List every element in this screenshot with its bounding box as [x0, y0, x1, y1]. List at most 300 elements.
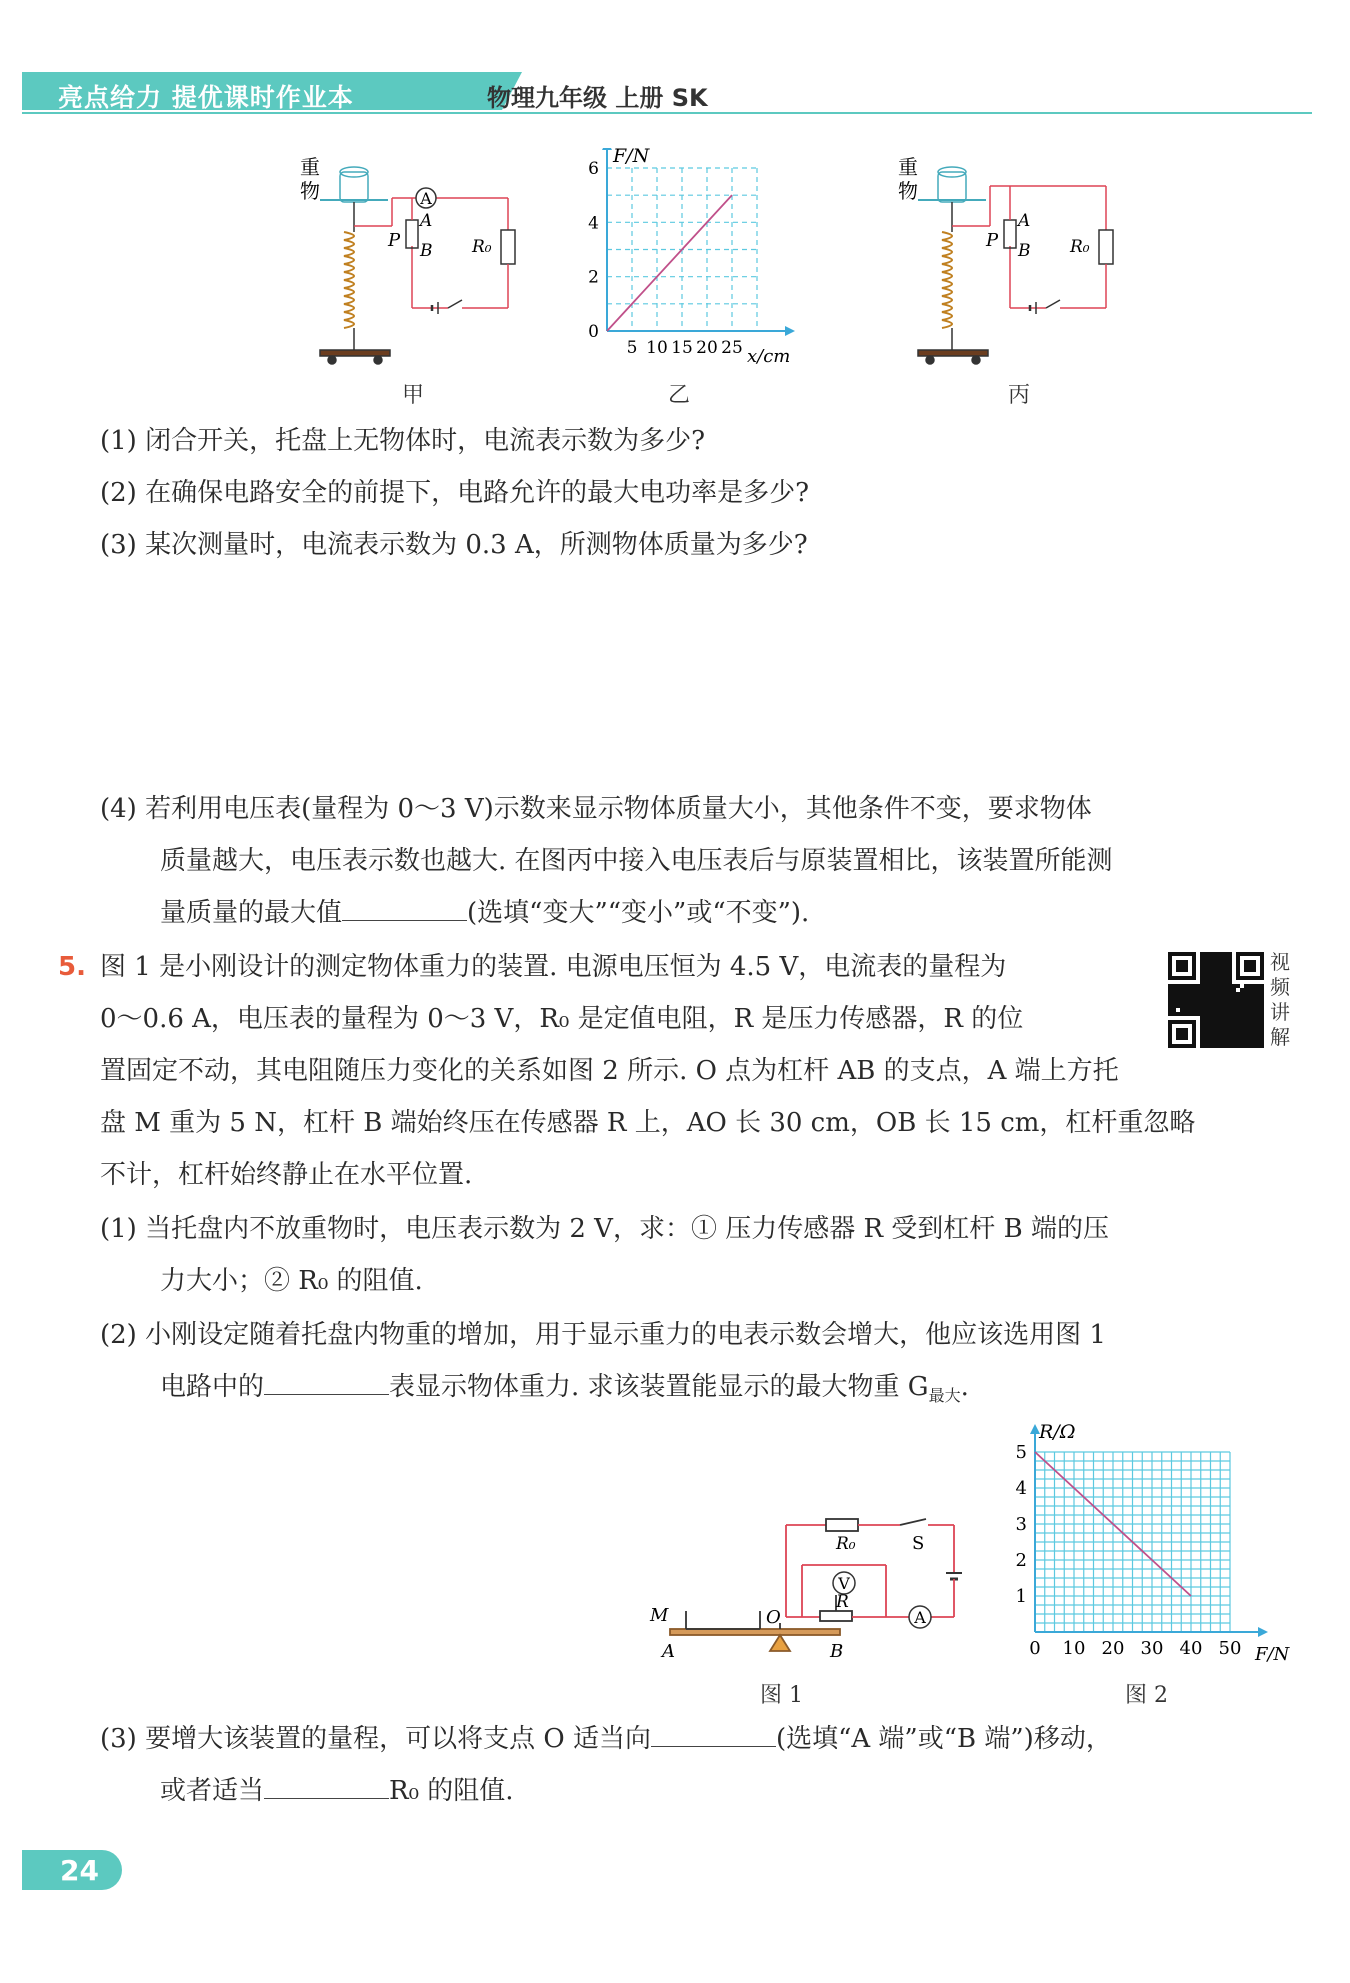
qr-module	[1196, 992, 1200, 996]
q4-sub3: (3) 某次测量时，电流表示数为 0.3 A，所测物体质量为多少?	[100, 530, 808, 560]
qr-module	[1228, 976, 1232, 980]
qr-module	[1228, 1016, 1232, 1020]
qr-module	[1204, 1012, 1208, 1016]
qr-module	[1176, 1000, 1180, 1004]
qr-module	[1212, 968, 1216, 972]
qr-module	[1220, 1028, 1224, 1032]
qr-module	[1232, 1028, 1236, 1032]
y-tick-label: 3	[1015, 1514, 1027, 1535]
qr-module	[1244, 1024, 1248, 1028]
qr-module	[1252, 1000, 1256, 1004]
qr-module	[1240, 1000, 1244, 1004]
qr-module	[1256, 1008, 1260, 1012]
qr-code-icon[interactable]	[1168, 952, 1264, 1048]
qr-module	[1204, 1044, 1208, 1048]
caption-fig1: 图 1	[760, 1683, 803, 1708]
qr-module	[1240, 1024, 1244, 1028]
qr-module	[1260, 1040, 1264, 1044]
qr-module	[1196, 988, 1200, 992]
qr-module	[1200, 1012, 1204, 1016]
qr-module	[1256, 1012, 1260, 1016]
qr-module	[1224, 1008, 1228, 1012]
qr-module	[1180, 984, 1184, 988]
qr-module	[1220, 1008, 1224, 1012]
qr-label	[1270, 950, 1296, 1050]
qr-module	[1248, 1000, 1252, 1004]
qr-module	[1240, 1004, 1244, 1008]
qr-module	[1200, 1032, 1204, 1036]
q5-sub2-line1: (2) 小刚设定随着托盘内物重的增加，用于显示重力的电表示数会增大，他应该选用图 1	[100, 1320, 1106, 1350]
qr-module	[1248, 1032, 1252, 1036]
qr-module	[1176, 992, 1180, 996]
qr-module	[1200, 960, 1204, 964]
qr-module	[1220, 968, 1224, 972]
qr-module	[1240, 996, 1244, 1000]
qr-module	[1192, 988, 1196, 992]
qr-module	[1244, 1008, 1248, 1012]
qr-module	[1240, 1032, 1244, 1036]
q5-line2: 0～0.6 A，电压表的量程为 0～3 V，R₀ 是定值电阻，R 是压力传感器，R 的位	[100, 1004, 1024, 1034]
qr-module	[1216, 1032, 1220, 1036]
qr-module	[1244, 1020, 1248, 1024]
qr-module	[1212, 1044, 1216, 1048]
qr-module	[1208, 992, 1212, 996]
qr-module	[1208, 960, 1212, 964]
qr-module	[1204, 968, 1208, 972]
qr-module	[1168, 1004, 1172, 1008]
y-tick-label: 0	[588, 322, 599, 342]
caption-yi: 乙	[668, 383, 691, 408]
x-tick-label: 20	[696, 338, 718, 358]
x-tick-label: 30	[1140, 1638, 1164, 1659]
qr-module	[1252, 1016, 1256, 1020]
qr-module	[1200, 988, 1204, 992]
qr-module	[1196, 1000, 1200, 1004]
qr-module	[1204, 996, 1208, 1000]
qr-module	[1232, 1044, 1236, 1048]
qr-module	[1216, 972, 1220, 976]
q5-sub3-text-c: 或者适当	[160, 1776, 265, 1806]
y-tick-label: 2	[1015, 1550, 1027, 1571]
qr-module	[1248, 1036, 1252, 1040]
qr-module	[1200, 964, 1204, 968]
o-label: O	[766, 1607, 781, 1628]
qr-module	[1244, 1028, 1248, 1032]
qr-module	[1216, 956, 1220, 960]
qr-module	[1232, 1020, 1236, 1024]
qr-module	[1244, 1012, 1248, 1016]
qr-module	[1256, 984, 1260, 988]
qr-module	[1208, 996, 1212, 1000]
qr-module	[1192, 996, 1196, 1000]
qr-module	[1256, 1044, 1260, 1048]
qr-module	[1256, 1040, 1260, 1044]
qr-module	[1200, 1008, 1204, 1012]
qr-module	[1256, 1004, 1260, 1008]
qr-module	[1180, 1004, 1184, 1008]
qr-module	[1188, 1004, 1192, 1008]
ammeter-label: A	[420, 189, 432, 208]
qr-module	[1184, 1004, 1188, 1008]
qr-module	[1188, 988, 1192, 992]
qr-module	[1212, 952, 1216, 956]
qr-module	[1176, 984, 1180, 988]
qr-module	[1212, 1012, 1216, 1016]
qr-module	[1224, 1040, 1228, 1044]
qr-module	[1204, 1032, 1208, 1036]
qr-module	[1224, 1004, 1228, 1008]
qr-module	[1256, 1028, 1260, 1032]
qr-module	[1184, 988, 1188, 992]
qr-module	[1224, 988, 1228, 992]
qr-module	[1216, 1040, 1220, 1044]
qr-module	[1204, 988, 1208, 992]
qr-module	[1212, 960, 1216, 964]
qr-module	[1220, 988, 1224, 992]
q4-sub4-text-a: 量质量的最大值	[160, 898, 343, 928]
qr-module	[1212, 1032, 1216, 1036]
qr-module	[1184, 1008, 1188, 1012]
qr-module	[1236, 992, 1240, 996]
qr-module	[1244, 1004, 1248, 1008]
qr-module	[1248, 1024, 1252, 1028]
chart-yi-xlabel: x/cm	[747, 346, 791, 367]
qr-module	[1200, 956, 1204, 960]
qr-module	[1208, 1024, 1212, 1028]
qr-module	[1260, 992, 1264, 996]
qr-module	[1232, 1040, 1236, 1044]
answer-blank[interactable]	[342, 896, 467, 921]
qr-module	[1200, 1020, 1204, 1024]
qr-module	[1216, 1000, 1220, 1004]
question-number: 5.	[58, 952, 86, 982]
qr-module	[1204, 1028, 1208, 1032]
qr-module	[1228, 1004, 1232, 1008]
qr-module	[1204, 1004, 1208, 1008]
qr-module	[1204, 1040, 1208, 1044]
qr-module	[1212, 1016, 1216, 1020]
qr-module	[1224, 984, 1228, 988]
qr-module	[1216, 960, 1220, 964]
qr-module	[1228, 1040, 1232, 1044]
y-tick-label: 4	[1015, 1478, 1027, 1499]
x-tick-label: 5	[626, 338, 638, 358]
qr-module	[1172, 1004, 1176, 1008]
qr-module	[1216, 1024, 1220, 1028]
qr-module	[1220, 972, 1224, 976]
qr-module	[1224, 976, 1228, 980]
qr-module	[1204, 1000, 1208, 1004]
qr-module	[1212, 984, 1216, 988]
qr-module	[1192, 992, 1196, 996]
qr-module	[1168, 992, 1172, 996]
qr-module	[1168, 984, 1172, 988]
q5-sub3-text-d: R₀ 的阻值.	[389, 1776, 514, 1806]
chart-fig2	[1005, 1418, 1305, 1668]
qr-module	[1216, 1036, 1220, 1040]
qr-module	[1244, 996, 1248, 1000]
qr-module	[1212, 972, 1216, 976]
qr-module	[1252, 1012, 1256, 1016]
qr-module	[1220, 1036, 1224, 1040]
header-brand: 亮点给力 提优课时作业本	[58, 83, 354, 112]
qr-label-char: 讲	[1270, 1000, 1290, 1024]
qr-module	[1204, 984, 1208, 988]
qr-module	[1248, 1044, 1252, 1048]
subscript-max: 最大	[928, 1386, 961, 1406]
qr-module	[1196, 1004, 1200, 1008]
qr-module	[1228, 992, 1232, 996]
qr-module	[1232, 1004, 1236, 1008]
voltmeter-label: V	[838, 1574, 850, 1593]
qr-module	[1240, 992, 1244, 996]
qr-module	[1192, 984, 1196, 988]
caption-bing: 丙	[1008, 383, 1031, 408]
qr-module	[1200, 972, 1204, 976]
qr-module	[1260, 1028, 1264, 1032]
qr-module	[1196, 1012, 1200, 1016]
qr-module	[1252, 988, 1256, 992]
q5-sub3-line2	[160, 1774, 1350, 1808]
qr-module	[1244, 1000, 1248, 1004]
header-rule	[22, 112, 1312, 114]
a-label: A	[1018, 211, 1031, 231]
qr-module	[1204, 972, 1208, 976]
qr-module	[1228, 984, 1232, 988]
x-axis-arrow	[785, 326, 795, 336]
q4-sub4-line2: 质量越大，电压表示数也越大. 在图丙中接入电压表后与原装置相比，该装置所能测	[160, 846, 1113, 876]
qr-module	[1172, 1012, 1176, 1016]
qr-module	[1200, 1000, 1204, 1004]
qr-module	[1204, 964, 1208, 968]
chart-yi-ylabel: F/N	[613, 148, 650, 167]
qr-module	[1184, 1012, 1188, 1016]
qr-module	[1224, 980, 1228, 984]
qr-module	[1248, 996, 1252, 1000]
weight-label-1: 重	[300, 155, 320, 179]
qr-module	[1168, 988, 1172, 992]
qr-module	[1228, 988, 1232, 992]
q5-line5: 不计，杠杆始终静止在水平位置.	[100, 1160, 473, 1190]
x-tick-label: 0	[1029, 1638, 1041, 1659]
qr-module	[1228, 1012, 1232, 1016]
qr-module	[1220, 1004, 1224, 1008]
qr-module	[1208, 1012, 1212, 1016]
qr-module	[1172, 1008, 1176, 1012]
qr-module	[1212, 992, 1216, 996]
qr-module	[1200, 952, 1204, 956]
qr-module	[1208, 980, 1212, 984]
qr-module	[1188, 1000, 1192, 1004]
qr-module	[1236, 1008, 1240, 1012]
qr-module	[1232, 1000, 1236, 1004]
a-label: A	[420, 211, 433, 231]
qr-module	[1220, 992, 1224, 996]
qr-module	[1244, 988, 1248, 992]
qr-module	[1200, 992, 1204, 996]
answer-blank[interactable]	[264, 1370, 389, 1395]
qr-module	[1228, 1032, 1232, 1036]
qr-module	[1204, 956, 1208, 960]
qr-module	[1212, 956, 1216, 960]
qr-module	[1224, 1016, 1228, 1020]
qr-module	[1256, 1000, 1260, 1004]
x-tick-label: 10	[646, 338, 668, 358]
qr-module	[1232, 1012, 1236, 1016]
qr-module	[1244, 1044, 1248, 1048]
y-tick-label: 5	[1015, 1442, 1027, 1463]
qr-module	[1216, 968, 1220, 972]
qr-module	[1208, 952, 1212, 956]
q4-sub1: (1) 闭合开关，托盘上无物体时，电流表示数为多少?	[100, 426, 706, 456]
y-tick-label: 1	[1015, 1586, 1027, 1607]
qr-module	[1244, 1016, 1248, 1020]
qr-module	[1192, 1000, 1196, 1004]
answer-blank[interactable]	[264, 1774, 389, 1799]
q5-sub1-line2: 力大小；② R₀ 的阻值.	[160, 1266, 423, 1296]
qr-module	[1220, 956, 1224, 960]
qr-module	[1212, 1020, 1216, 1024]
qr-module	[1204, 1020, 1208, 1024]
qr-module	[1216, 984, 1220, 988]
qr-module	[1220, 976, 1224, 980]
qr-module	[1204, 1036, 1208, 1040]
qr-module	[1228, 956, 1232, 960]
qr-module	[1204, 952, 1208, 956]
qr-module	[1208, 984, 1212, 988]
qr-module	[1208, 1016, 1212, 1020]
qr-module	[1228, 964, 1232, 968]
a-label: A	[662, 1641, 675, 1662]
qr-module	[1200, 996, 1204, 1000]
qr-module	[1228, 1036, 1232, 1040]
qr-module	[1196, 984, 1200, 988]
qr-module	[1224, 972, 1228, 976]
qr-module	[1208, 1028, 1212, 1032]
qr-module	[1236, 1000, 1240, 1004]
qr-module	[1204, 980, 1208, 984]
qr-module	[1240, 1028, 1244, 1032]
qr-module	[1212, 1036, 1216, 1040]
page-header	[22, 68, 1312, 114]
qr-module	[1252, 996, 1256, 1000]
qr-module	[1236, 996, 1240, 1000]
qr-module	[1204, 992, 1208, 996]
qr-module	[1216, 964, 1220, 968]
qr-module	[1224, 1024, 1228, 1028]
b-label: B	[420, 241, 433, 261]
qr-module	[1240, 1016, 1244, 1020]
qr-module	[1228, 1020, 1232, 1024]
qr-module	[1248, 1020, 1252, 1024]
qr-module	[1224, 1036, 1228, 1040]
qr-module	[1220, 996, 1224, 1000]
qr-module	[1200, 968, 1204, 972]
q5-line3: 置固定不动，其电阻随压力变化的关系如图 2 所示. O 点为杠杆 AB 的支点，A 端上方托	[100, 1056, 1119, 1086]
qr-module	[1224, 1028, 1228, 1032]
qr-module	[1236, 1036, 1240, 1040]
qr-module	[1228, 980, 1232, 984]
qr-module	[1220, 1000, 1224, 1004]
qr-module	[1244, 1036, 1248, 1040]
weight-label-2: 物	[300, 179, 320, 203]
weight-label-1: 重	[898, 155, 918, 179]
qr-module	[1256, 1020, 1260, 1024]
qr-module	[1224, 1012, 1228, 1016]
q5-line1: 图 1 是小刚设计的测定物体重力的装置. 电源电压恒为 4.5 V，电流表的量程为	[100, 952, 1007, 982]
qr-module	[1252, 1004, 1256, 1008]
qr-module	[1252, 1032, 1256, 1036]
qr-module	[1248, 1028, 1252, 1032]
qr-module	[1252, 1020, 1256, 1024]
figure-1	[610, 1505, 980, 1685]
qr-module	[1184, 1000, 1188, 1004]
qr-module	[1224, 996, 1228, 1000]
y-axis-arrow	[602, 148, 612, 150]
qr-module	[1248, 992, 1252, 996]
qr-module	[1236, 1040, 1240, 1044]
qr-module	[1216, 1028, 1220, 1032]
qr-module	[1188, 984, 1192, 988]
ammeter-label: A	[914, 1608, 926, 1627]
qr-module	[1172, 1000, 1176, 1004]
q5-sub1-line1: (1) 当托盘内不放重物时，电压表示数为 2 V，求：① 压力传感器 R 受到杠杆 B 端的压	[100, 1214, 1109, 1244]
qr-module	[1260, 1024, 1264, 1028]
qr-module	[1232, 1024, 1236, 1028]
qr-module	[1256, 1024, 1260, 1028]
r0-label: R₀	[1070, 237, 1090, 257]
qr-module	[1252, 984, 1256, 988]
x-tick-label: 20	[1101, 1638, 1125, 1659]
r-label: R	[836, 1592, 849, 1612]
qr-module	[1256, 1036, 1260, 1040]
qr-module	[1228, 996, 1232, 1000]
qr-module	[1260, 984, 1264, 988]
qr-module	[1192, 1004, 1196, 1008]
qr-module	[1200, 1040, 1204, 1044]
qr-module	[1200, 1016, 1204, 1020]
figure-jia	[290, 150, 530, 380]
qr-module	[1252, 1040, 1256, 1044]
qr-module	[1236, 1028, 1240, 1032]
qr-module	[1220, 1024, 1224, 1028]
qr-module	[1200, 1004, 1204, 1008]
qr-finder-core	[1176, 960, 1188, 972]
qr-module	[1260, 1012, 1264, 1016]
qr-module	[1232, 988, 1236, 992]
qr-module	[1208, 1008, 1212, 1012]
qr-module	[1240, 988, 1244, 992]
qr-module	[1232, 996, 1236, 1000]
qr-module	[1220, 960, 1224, 964]
qr-module	[1208, 1044, 1212, 1048]
qr-module	[1208, 976, 1212, 980]
qr-module	[1168, 1000, 1172, 1004]
qr-module	[1176, 996, 1180, 1000]
qr-module	[1260, 996, 1264, 1000]
qr-module	[1196, 1008, 1200, 1012]
page-number: 24	[60, 1854, 99, 1887]
qr-module	[1220, 952, 1224, 956]
qr-module	[1216, 1016, 1220, 1020]
qr-module	[1208, 1000, 1212, 1004]
qr-module	[1188, 1012, 1192, 1016]
caption-jia: 甲	[402, 383, 425, 408]
qr-module	[1244, 992, 1248, 996]
answer-blank[interactable]	[651, 1722, 776, 1747]
p-label: P	[986, 230, 999, 251]
qr-module	[1176, 988, 1180, 992]
